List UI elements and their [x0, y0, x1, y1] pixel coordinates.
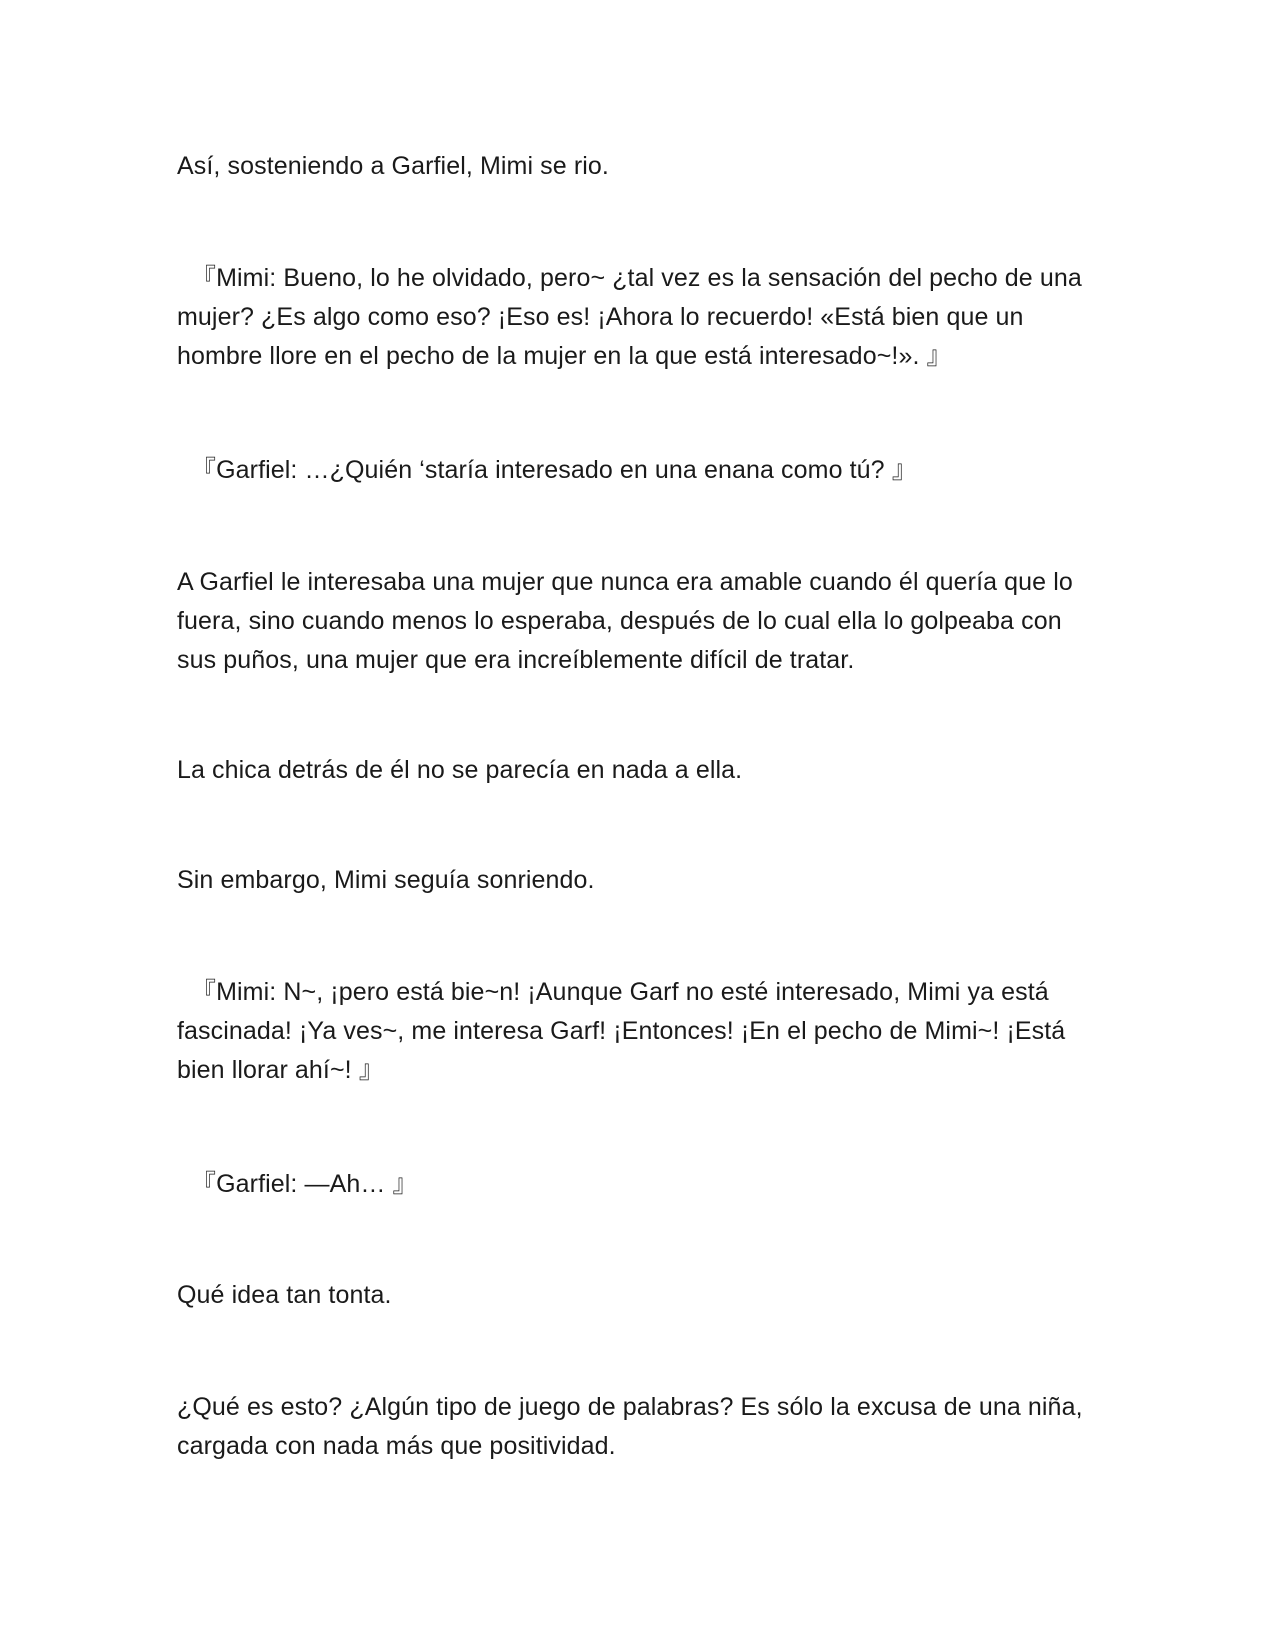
narration-paragraph: Qué idea tan tonta. — [177, 1281, 392, 1309]
dialogue-paragraph: 『Mimi: Bueno, lo he olvidado, pero~ ¿tal vez es la sensación del pecho de una mujer? ¿Es algo como eso? ¡Eso es! ¡Ahora lo recuerdo! «Está bien que un hombre llore en el pecho de la mujer en la que está interesado~!». 』 — [177, 264, 1082, 370]
narration-paragraph: A Garfiel le interesaba una mujer que nunca era amable cuando él quería que lo fuera, sino cuando menos lo esperaba, después de lo cual ella lo golpeaba con sus puños, una mujer que era increíblemente difícil de tratar. — [177, 568, 1073, 674]
narration-paragraph: Sin embargo, Mimi seguía sonriendo. — [177, 866, 595, 894]
narration-paragraph: ¿Qué es esto? ¿Algún tipo de juego de palabras? Es sólo la excusa de una niña, cargada con nada más que positividad. — [177, 1393, 1083, 1460]
dialogue-paragraph: 『Garfiel: —Ah… 』 — [191, 1170, 418, 1198]
narration-paragraph: Así, sosteniendo a Garfiel, Mimi se rio. — [177, 152, 609, 180]
dialogue-paragraph: 『Garfiel: …¿Quién ‘staría interesado en una enana como tú? 』 — [191, 456, 917, 484]
narration-paragraph: La chica detrás de él no se parecía en nada a ella. — [177, 756, 743, 784]
dialogue-paragraph: 『Mimi: N~, ¡pero está bie~n! ¡Aunque Garf no esté interesado, Mimi ya está fascinada! ¡Ya ves~, me interesa Garf! ¡Entonces! ¡En el pecho de Mimi~! ¡Está bien llorar ahí~! 』 — [177, 978, 1066, 1084]
